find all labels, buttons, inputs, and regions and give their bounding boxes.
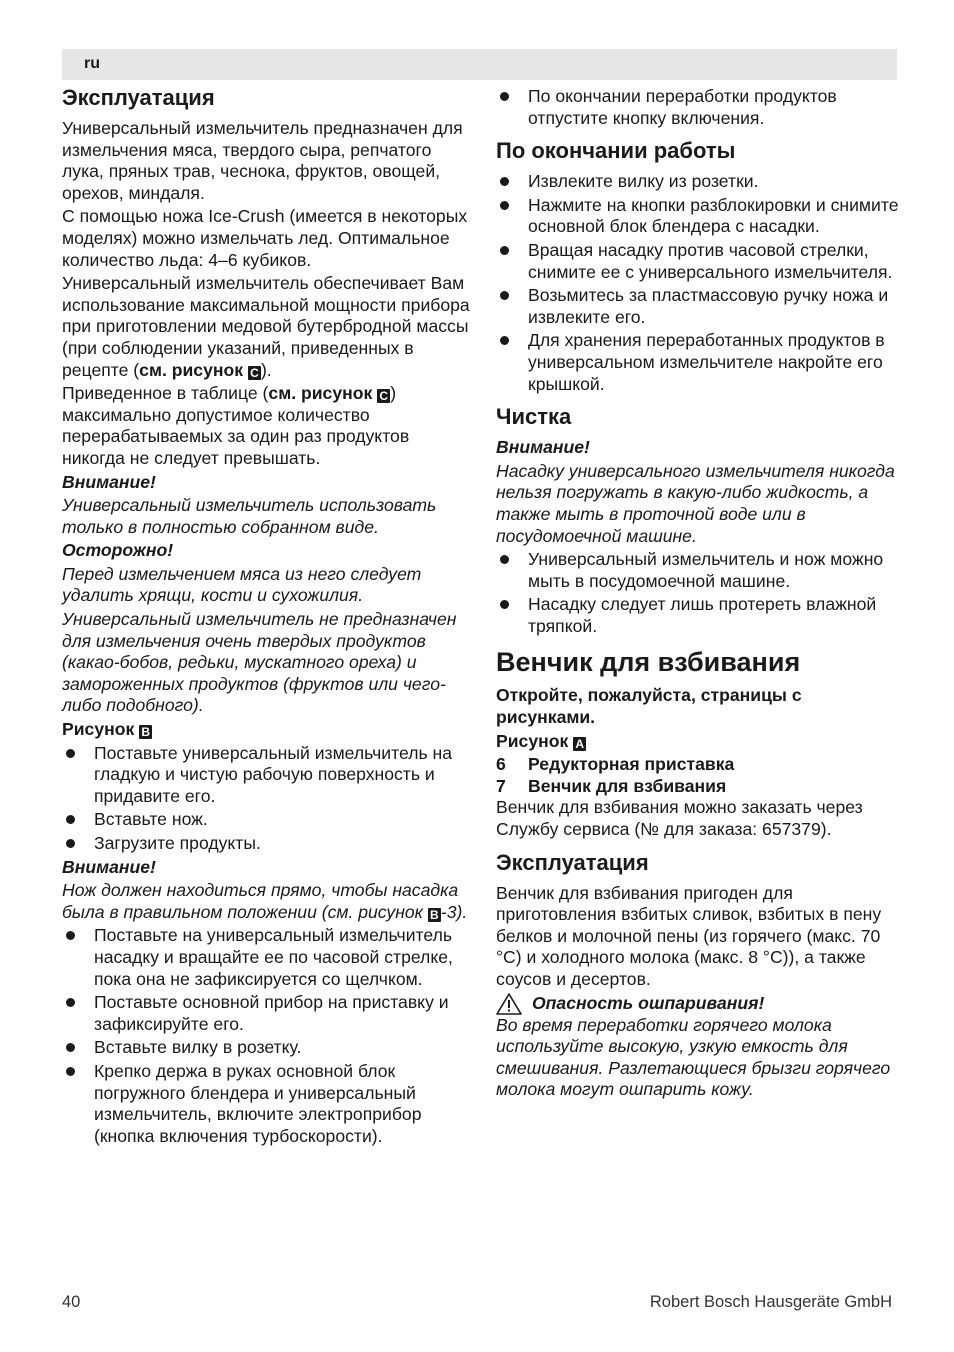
list-item: По окончании переработки продуктов отпустите кнопку включения.: [496, 86, 900, 129]
heading-operation-2: Эксплуатация: [496, 849, 649, 875]
figure-c-badge: C: [377, 389, 390, 403]
cleaning-list: [496, 549, 900, 637]
caution-label: Осторожно!: [62, 540, 174, 561]
list-item: Вставьте нож.: [62, 809, 470, 831]
left-column: [62, 84, 470, 1149]
figure-b-badge: B: [428, 908, 441, 922]
right-column: [496, 86, 900, 1103]
figure-c-badge: C: [248, 366, 261, 380]
list-item: Насадку следует лишь протереть влажной тряпкой.: [496, 594, 900, 637]
list-item: Извлеките вилку из розетки.: [496, 171, 900, 193]
text: Универсальный измельчитель обеспечивает Вам использование максимальной мощности прибора при приготовлении медовой бутербродной массы (при соблюдении указаний, приведенных в рецепте (: [62, 273, 470, 380]
figure-ref: см. рисунок C: [268, 383, 390, 403]
list-item: Универсальный измельчитель и нож можно мыть в посудомоечной машине.: [496, 549, 900, 592]
order-text: Венчик для взбивания можно заказать через Службу сервиса (№ для заказа: 657379).: [496, 797, 863, 840]
figure-a-label: Рисунок A: [496, 731, 900, 753]
figure-b-badge: B: [139, 725, 152, 739]
attention-text: Универсальный измельчитель использовать только в полностью собранном виде.: [62, 495, 437, 537]
list-item: Для хранения переработанных продуктов в универсальном измельчителе накройте его крышкой.: [496, 330, 900, 395]
text: ).: [260, 359, 272, 380]
paragraph-ice-crush: С помощью ножа Ice-Crush (имеется в некоторых моделях) можно измельчать лед. Оптимальное количество льда: 4–6 кубиков.: [62, 206, 468, 270]
steps-list-2: [62, 925, 470, 1147]
steps-list-1: [62, 743, 470, 855]
figure-ref: см. рисунок: [139, 359, 244, 380]
publisher: Robert Bosch Hausgeräte GmbH: [649, 1293, 892, 1311]
parts-item: 6 Редукторная приставка: [496, 754, 735, 775]
text: ) максимально допустимое количество перерабатываемых за один раз продуктов никогда не следует превышать.: [62, 383, 410, 468]
list-item: Вставьте вилку в розетку.: [62, 1037, 470, 1059]
open-pages-note: Откройте, пожалуйста, страницы с рисунками.: [496, 685, 802, 728]
attention-text: Насадку универсального измельчителя никогда нельзя погружать в какую-либо жидкость, а также мыть в проточной воде или в посудомоечной машине.: [496, 460, 895, 546]
attention-label-2: Внимание!: [62, 856, 156, 877]
paragraph-max-power: [62, 273, 470, 381]
page-number: 40: [62, 1293, 81, 1311]
attention-text-2: Нож должен находиться прямо, чтобы насадка была в правильном положении (см. рисунок B -3).: [62, 880, 468, 922]
caution-text-2: Универсальный измельчитель не предназначен для измельчения очень твердых продуктов (какао-бобов, редьки, мускатного ореха) и замороженных продуктов (фруктов или чего-либо подобного).: [62, 609, 457, 716]
list-item: Нажмите на кнопки разблокировки и снимите основной блок блендера с насадки.: [496, 195, 900, 238]
language-bar: [62, 49, 897, 80]
whisk-usage-text: Венчик для взбивания пригоден для приготовления взбитых сливок, взбитых в пену белков и молочной пены (из горячего (макс. 70 °C) и холодного молока (макс. 8 °C)), а также соусов и десертов.: [496, 882, 882, 989]
parts-item: 7 Венчик для взбивания: [496, 775, 727, 796]
text: Приведенное в таблице (: [62, 383, 269, 404]
list-item: Загрузите продукты.: [62, 833, 470, 855]
paragraph-purpose: Универсальный измельчитель предназначен для измельчения мяса, твердого сыра, репчатого лука, пряных трав, чеснока, фруктов, овощей, орехов, миндаля.: [62, 118, 463, 203]
list-item: Поставьте универсальный измельчитель на гладкую и чистую рабочую поверхность и придавите его.: [62, 743, 470, 808]
heading-whisk: Венчик для взбивания: [496, 647, 801, 678]
paragraph-table: [62, 383, 470, 469]
heading-cleaning: Чистка: [496, 404, 572, 430]
list-item: Поставьте на универсальный измельчитель насадку и вращайте ее по часовой стрелке, пока она не зафиксируется со щелчком.: [62, 925, 470, 990]
after-use-list: [496, 171, 900, 395]
danger-label: Опасность ошпаривания!: [532, 992, 765, 1013]
attention-label: Внимание!: [496, 437, 590, 458]
list-item: Крепко держа в руках основной блок погружного блендера и универсальный измельчитель, включите электроприбор (кнопка включения турбоскорости).: [62, 1061, 470, 1147]
figure-a-badge: A: [573, 737, 586, 751]
attention-label: Внимание!: [62, 471, 156, 492]
heading-operation: Эксплуатация: [62, 85, 215, 110]
warning-triangle-icon: [496, 993, 522, 1015]
danger-text: Во время переработки горячего молока используйте высокую, узкую емкость для смешивания. Разлетающиеся брызги горячего молока могут ошпарить кожу.: [496, 1014, 891, 1100]
caution-text: Перед измельчением мяса из него следует удалить хрящи, кости и сухожилия.: [62, 563, 422, 606]
list-item: Возьмитесь за пластмассовую ручку ножа и извлеките его.: [496, 285, 900, 328]
danger-warning: [496, 993, 900, 1015]
heading-after-use: По окончании работы: [496, 138, 736, 164]
list-item: Вращая насадку против часовой стрелки, снимите ее с универсального измельчителя.: [496, 240, 900, 283]
steps-list-top: [496, 86, 900, 129]
language-code: ru: [84, 55, 100, 72]
list-item: Поставьте основной прибор на приставку и зафиксируйте его.: [62, 992, 470, 1035]
figure-b-label: Рисунок B: [62, 719, 470, 741]
